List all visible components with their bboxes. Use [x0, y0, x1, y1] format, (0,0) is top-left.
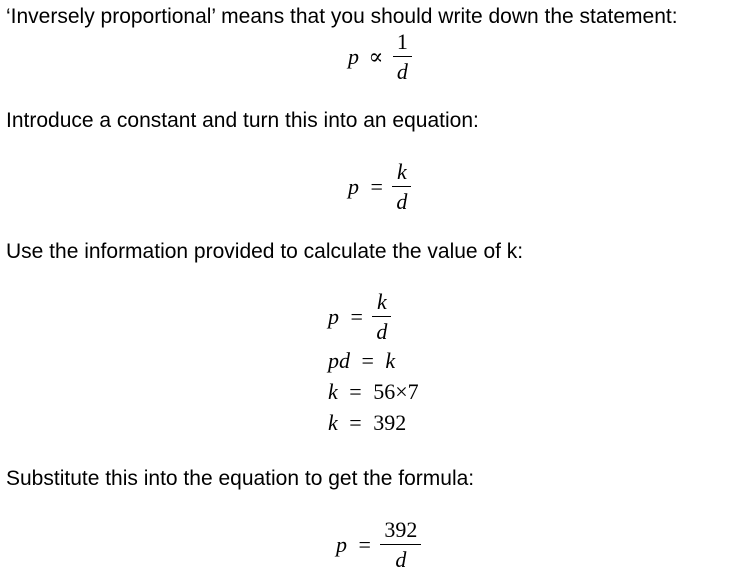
eq4-lhs: p — [336, 532, 347, 557]
eq3-line3-rhs: 56×7 — [373, 379, 419, 404]
eq3-line1-lhs: p — [328, 304, 339, 329]
eq3-line4-rhs: 392 — [373, 410, 407, 435]
equation-with-constant — [348, 160, 411, 214]
equals-sign: = — [370, 174, 383, 199]
final-formula — [336, 518, 421, 572]
eq1-fraction — [393, 30, 412, 84]
equals-sign: = — [358, 532, 371, 557]
solve-k-line-4 — [328, 410, 406, 436]
fraction-bar — [393, 56, 412, 57]
eq1-numerator: 1 — [396, 29, 408, 54]
solve-k-line-2 — [328, 348, 395, 374]
step-3-text: Use the information provided to calculate the value of k: — [6, 240, 524, 263]
equals-sign: = — [350, 304, 363, 329]
eq2-numerator: k — [397, 159, 407, 184]
fraction-bar — [380, 544, 421, 545]
eq2-lhs: p — [348, 174, 359, 199]
proportionality-statement — [348, 30, 412, 84]
solve-k-line-1 — [328, 290, 391, 344]
eq4-denominator: d — [395, 547, 407, 572]
solve-k-line-3 — [328, 379, 419, 405]
fraction-bar — [372, 316, 391, 317]
eq3-line4-lhs: k — [328, 410, 338, 435]
eq1-denominator: d — [396, 59, 408, 84]
equals-sign: = — [349, 410, 362, 435]
equals-sign: = — [361, 348, 374, 373]
eq2-fraction — [392, 160, 411, 214]
eq3-fraction — [372, 290, 391, 344]
eq1-lhs: p — [348, 44, 359, 69]
eq2-denominator: d — [396, 189, 408, 214]
step-2-text: Introduce a constant and turn this into an equation: — [6, 109, 479, 132]
eq3-line2-lhs: pd — [328, 348, 350, 373]
eq3-line3-lhs: k — [328, 379, 338, 404]
proportional-to-symbol: ∝ — [368, 44, 384, 69]
step-4-text: Substitute this into the equation to get the formula: — [6, 467, 475, 490]
equals-sign: = — [349, 379, 362, 404]
step-1-text: ‘Inversely proportional’ means that you should write down the statement: — [6, 5, 678, 28]
eq4-fraction — [380, 518, 421, 572]
eq3-line2-rhs: k — [385, 348, 396, 373]
eq3-numerator: k — [377, 289, 387, 314]
eq3-denominator: d — [376, 319, 388, 344]
fraction-bar — [392, 186, 411, 187]
eq4-numerator: 392 — [384, 517, 418, 542]
